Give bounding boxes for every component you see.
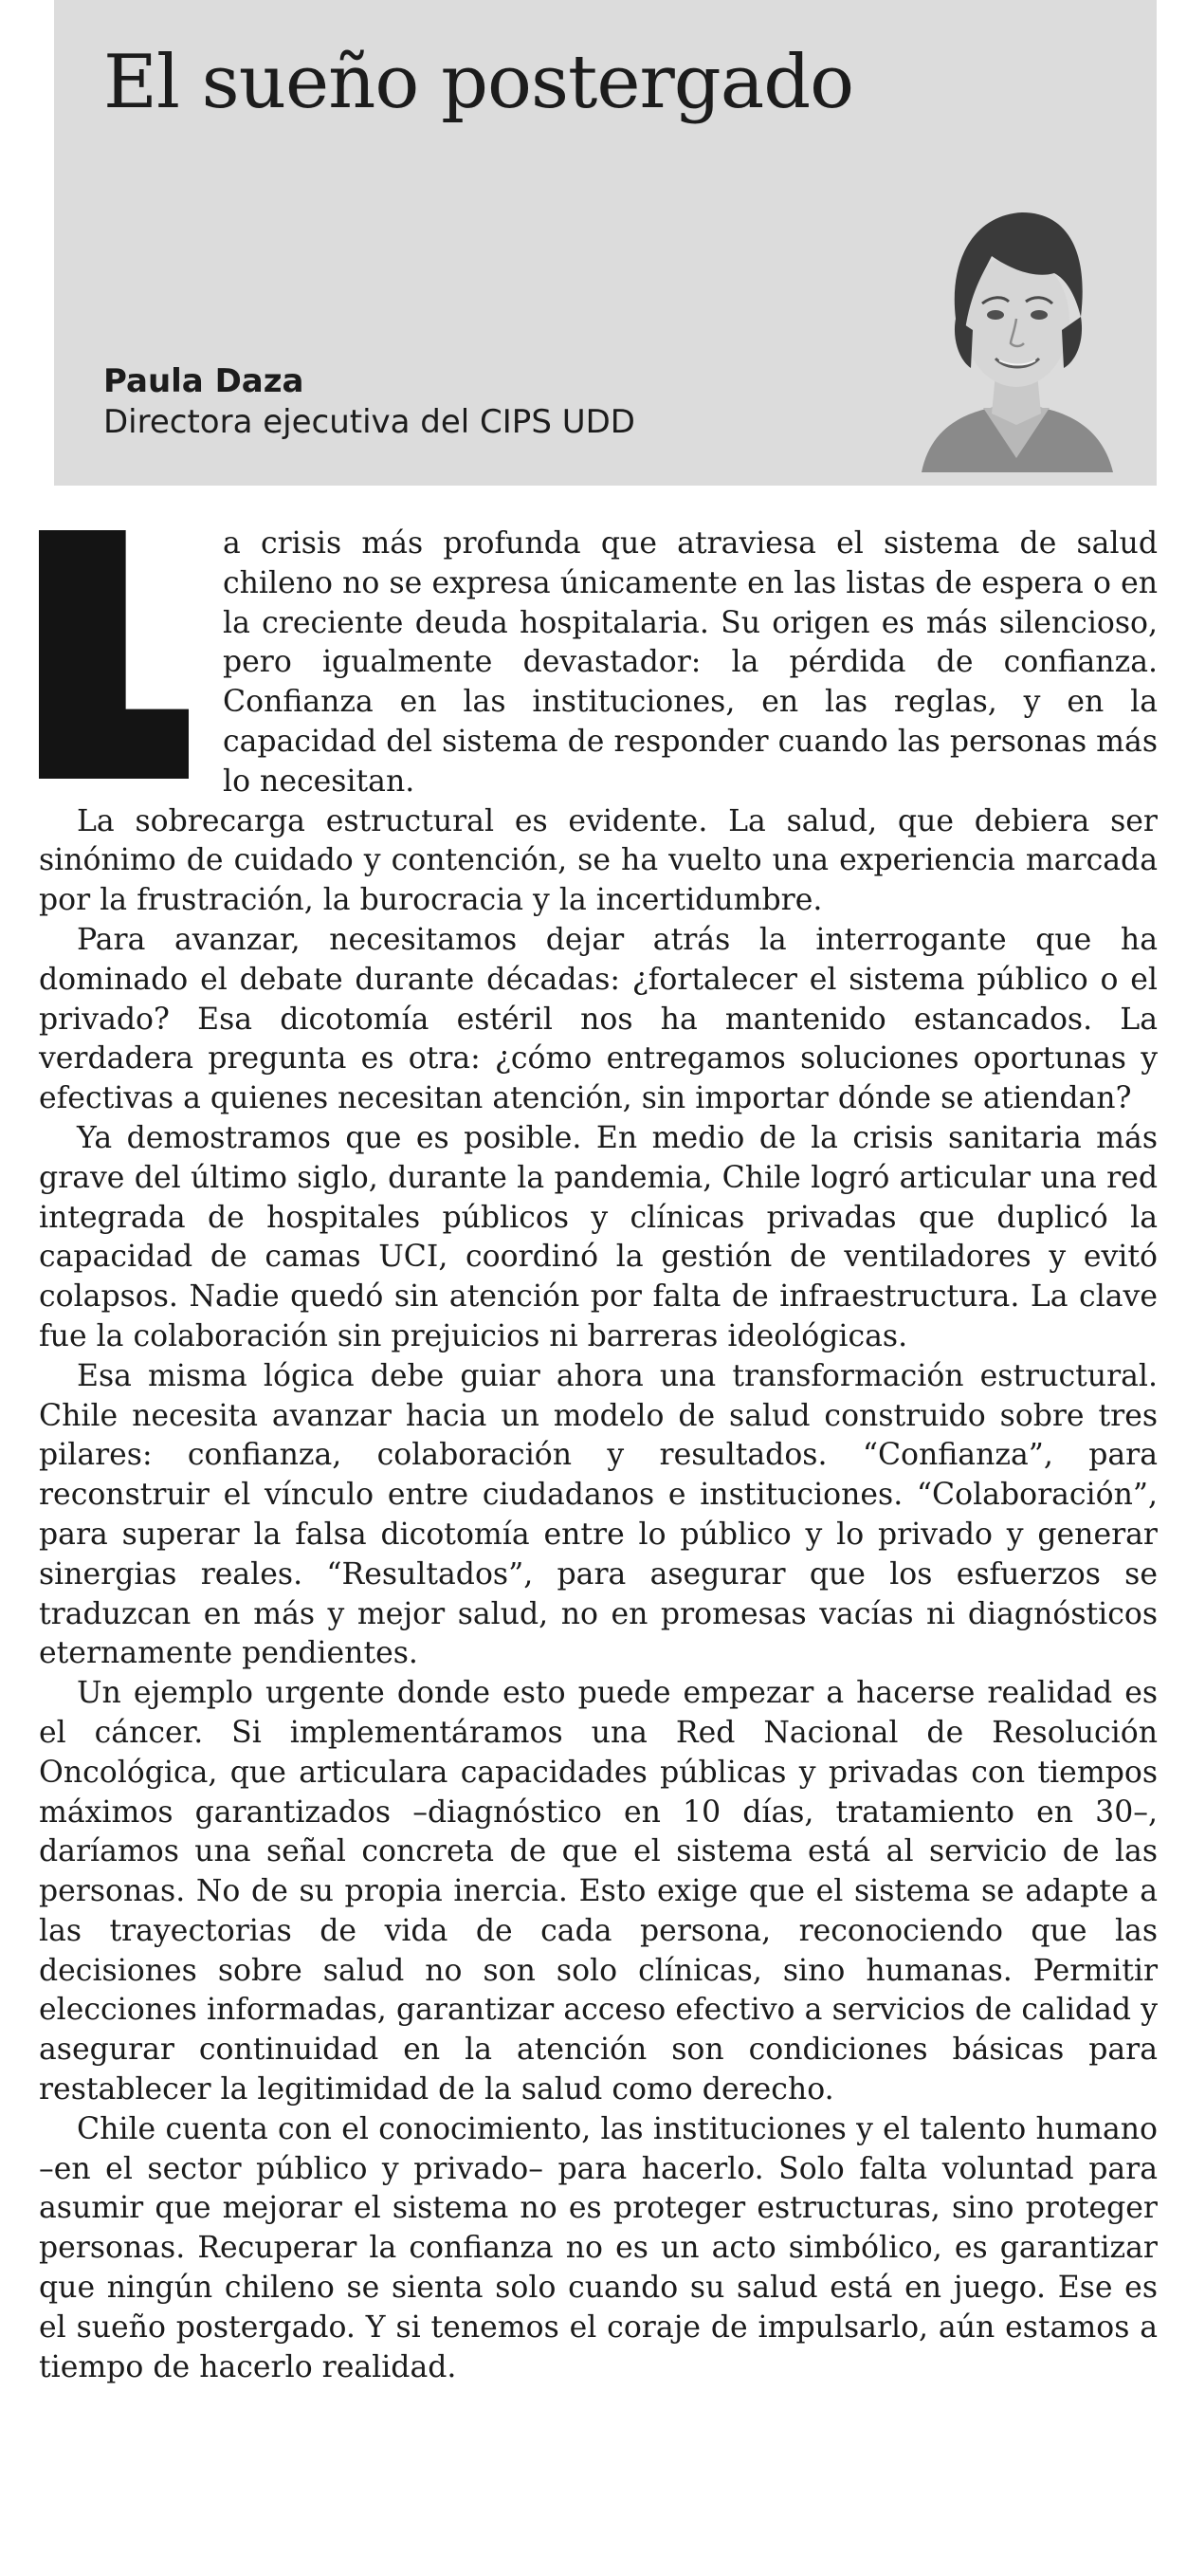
- article-body: [39, 524, 1158, 2387]
- article-paragraph: [39, 524, 1158, 802]
- article-paragraph: Chile cuenta con el conocimiento, las instituciones y el talento humano –en el sector público y privado– para hacerlo. Solo falta voluntad para asumir que mejorar el sistema no es proteger estructuras, sino proteger personas. Recuperar la confianza no es un acto simbólico, es garantizar que ningún chileno se sienta solo cuando su salud está en juego. Ese es el sueño postergado. Y si tenemos el coraje de impulsarlo, aún estamos a tiempo de hacerlo realidad.: [39, 2111, 1158, 2384]
- paragraph-text: a crisis más profunda que atraviesa el sistema de salud chileno no se expresa únicamente en las listas de espera o en la creciente deuda hospitalaria. Su origen es más silencioso, pero igualmente devastador: la pérdida de confianza. Confianza en las instituciones, en las reglas, y en la capacidad del sistema de responder cuando las personas más lo necesitan.: [223, 526, 1158, 799]
- drop-cap: [39, 530, 189, 779]
- author-role: Directora ejecutiva del CIPS UDD: [103, 403, 635, 441]
- article-paragraph: Ya demostramos que es posible. En medio de la crisis sanitaria más grave del último siglo, durante la pandemia, Chile logró articular una red integrada de hospitales públicos y clínicas privadas que duplicó la capacidad de camas UCI, coordinó la gestión de ventiladores y evitó colapsos. Nadie quedó sin atención por falta de infraestructura. La clave fue la colaboración sin prejuicios ni barreras ideológicas.: [39, 1120, 1158, 1353]
- article-paragraph: La sobrecarga estructural es evidente. La salud, que debiera ser sinónimo de cuidado y contención, se ha vuelto una experiencia marcada por la frustración, la burocracia y la incertidumbre.: [39, 803, 1158, 918]
- article-paragraph: Para avanzar, necesitamos dejar atrás la interrogante que ha dominado el debate durante décadas: ¿fortalecer el sistema público o el privado? Esa dicotomía estéril nos ha mantenido estancados. La verdadera pregunta es otra: ¿cómo entregamos soluciones oportunas y efectivas a quienes necesitan atención, sin importar dónde se atiendan?: [39, 922, 1158, 1116]
- author-portrait: [893, 188, 1140, 472]
- article-paragraph: Esa misma lógica debe guiar ahora una transformación estructural. Chile necesita avanzar hacia un modelo de salud construido sobre tres pilares: confianza, colaboración y resultados. “Confianza”, para reconstruir el vínculo entre ciudadanos e instituciones. “Colaboración”, para superar la falsa dicotomía entre lo público y lo privado y generar sinergias reales. “Resultados”, para asegurar que los esfuerzos se traduzcan en más y mejor salud, no en promesas vacías ni diagnósticos eternamente pendientes.: [39, 1358, 1158, 1671]
- article-paragraph: Un ejemplo urgente donde esto puede empezar a hacerse realidad es el cáncer. Si implementáramos una Red Nacional de Resolución Oncológica, que articulara capacidades públicas y privadas con tiempos máximos garantizados –diagnóstico en 10 días, tratamiento en 30–, daríamos una señal concreta de que el sistema está al servicio de las personas. No de su propia inercia. Esto exige que el sistema se adapte a las trayectorias de vida de cada persona, reconociendo que las decisiones sobre salud no son solo clínicas, sino humanas. Permitir elecciones informadas, garantizar acceso efectivo a servicios de calidad y asegurar continuidad en la atención son condiciones básicas para restablecer la legitimidad de la salud como derecho.: [39, 1676, 1158, 2107]
- article-title: El sueño postergado: [103, 40, 854, 125]
- article-header: [54, 0, 1157, 486]
- author-name: Paula Daza: [103, 362, 304, 400]
